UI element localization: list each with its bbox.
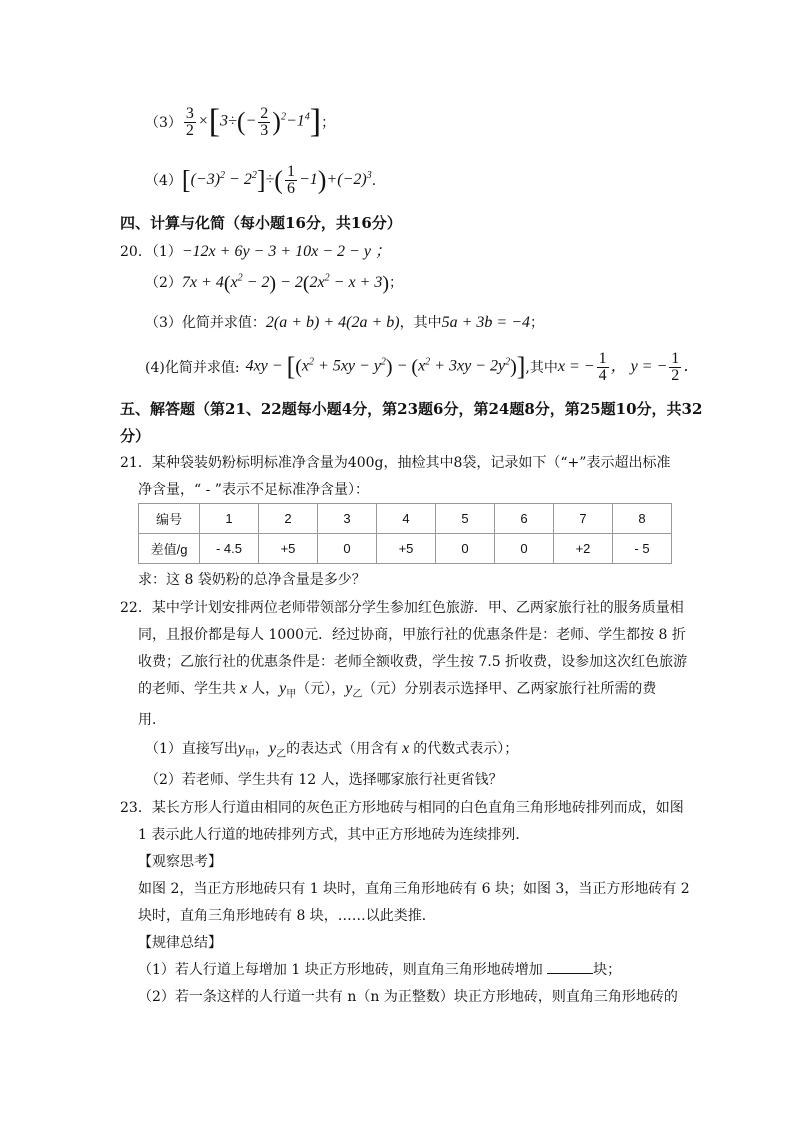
q20-part3-label: （3）化简并求值： xyxy=(145,315,266,331)
table-cell: 1 xyxy=(200,504,259,534)
q20-part3-condition: 5a + 3b = −4 xyxy=(441,314,531,331)
table-cell: 0 xyxy=(495,534,554,564)
table-cell: +5 xyxy=(377,534,436,564)
table-cell: 0 xyxy=(436,534,495,564)
q22-line4-text-a: 的老师、学生共 xyxy=(138,681,236,697)
table-header-cell: 编号 xyxy=(139,504,200,534)
q22-line3: 收费；乙旅行社的优惠条件是：老师全额收费，学生按 7.5 折收费，设参加这次红色旅游 xyxy=(138,654,688,670)
var-y-yi: $y_乙$ xyxy=(269,740,287,761)
table-row xyxy=(139,534,672,564)
var-x: x xyxy=(398,740,414,757)
q20-part3: （3）化简并求值：2(a + b) + 4(2a + b)，其中5a + 3b = −4； xyxy=(145,314,545,331)
table-cell: 5 xyxy=(436,504,495,534)
q20-part1 xyxy=(120,238,391,261)
q22-line4-text-b: 人， xyxy=(251,681,280,697)
q23-rule-heading: 【规律总结】 xyxy=(138,935,222,951)
q19-part3-expression: $\frac{3}{2}$ ×[3÷(− $\frac{2}{3}$ )$^2-1^4$] xyxy=(185,103,322,140)
q22-part2: （2）若老师、学生共有 12 人，选择哪家旅行社更省钱？ xyxy=(145,772,503,788)
var-y-jia: $y_甲$ xyxy=(279,680,297,701)
q20-part2: $(2)7x + 4(x^2 - 2) - 2(2x^2 - x + 3)$； xyxy=(145,272,404,295)
section4-title: 四、计算与化简（每小题16分，共16分） xyxy=(120,214,402,232)
q20-part1-label: （1） xyxy=(151,244,182,260)
q19-part4-expression: $[(-3)^2 - 2^2]\div$( $\frac{1}{6}$ $-1)+(-2)^3$ xyxy=(181,162,372,197)
q21-line1: 21．某种袋装奶粉标明标准净含量为400g，抽检其中8袋，记录如下（“+”表示超出标准 xyxy=(120,455,671,471)
table-cell: 2 xyxy=(259,504,318,534)
q19-part3-label: （3） xyxy=(145,115,182,131)
q19-part3 xyxy=(145,100,335,144)
q22-part1 xyxy=(145,738,518,760)
q22-line1: 22．某中学计划安排两位老师带领部分学生参加红色旅游．甲、乙两家旅行社的服务质量相 xyxy=(120,600,684,616)
q22-part1-text-c: 的表达式（用含有 xyxy=(286,741,399,757)
q22-part1-text-b: ， xyxy=(255,741,270,757)
q22-line4 xyxy=(138,678,656,700)
table-cell: 6 xyxy=(495,504,554,534)
q20-number: 20． xyxy=(120,244,152,260)
var-y-jia: $y_甲$ xyxy=(237,740,256,761)
table-cell: +2 xyxy=(554,534,613,564)
table-cell: 8 xyxy=(613,504,672,534)
table-cell: 3 xyxy=(318,504,377,534)
table-cell: 4 xyxy=(377,504,436,534)
q20-part1-expression: −12x + 6y − 3 + 10x − 2 − y ； xyxy=(181,243,391,260)
q20-part3-expression: 2(a + b) + 4(2a + b) xyxy=(265,314,400,331)
q22-line4-text-c: （元）， xyxy=(296,681,346,697)
q21-line2: 净含量，“ - ”表示不足标准净含量）： xyxy=(138,482,369,498)
q20-part4-condition-label: ,其中 xyxy=(525,360,558,376)
var-y-yi: $y_乙$ xyxy=(345,680,363,701)
q23-rule-part1 xyxy=(138,959,621,979)
q22-line4-text-d: （元）分别表示选择甲、乙两家旅行社所需的费 xyxy=(362,681,657,697)
var-x: x xyxy=(236,680,252,697)
q22-part1-text-a: （1）直接写出 xyxy=(145,741,238,757)
q19-part4-end: ． xyxy=(371,173,386,189)
q23-line2: 1 表示此人行道的地砖排列方式，其中正方形地砖为连续排列． xyxy=(138,827,530,843)
q20-part4-expression: $4xy - [(x^2 + 5xy - y^2) - (x^2 + 3xy - 2y^2)]$ xyxy=(245,352,526,381)
q20-part2-label: （2） xyxy=(145,275,182,291)
table-cell: 7 xyxy=(554,504,613,534)
q23-observe-line2: 块时，直角三角形地砖有 8 块，……以此类推． xyxy=(138,908,436,924)
table-row xyxy=(139,504,672,534)
q19-part4 xyxy=(145,160,386,200)
q22-line5: 用． xyxy=(138,712,166,728)
q23-observe-line1: 如图 2，当正方形地砖只有 1 块时，直角三角形地砖有 6 块；如图 3，当正方形地砖有 2 xyxy=(138,881,690,897)
q23-rule-part2: （2）若一条这样的人行道一共有 n（n 为正整数）块正方形地砖，则直角三角形地砖的 xyxy=(138,989,678,1005)
q20-part4-condition: x = − $\frac{1}{4}$ ， y = − $\frac{1}{2}$ ． xyxy=(557,349,700,384)
answer-blank[interactable] xyxy=(547,961,593,974)
q23-rule-part1-text: （1）若人行道上每增加 1 块正方形地砖，则直角三角形地砖增加 xyxy=(138,962,543,978)
q23-line1: 23．某长方形人行道由相同的灰色正方形地砖与相同的白色直角三角形地砖排列而成，如图 xyxy=(120,800,684,816)
table-cell: - 4.5 xyxy=(200,534,259,564)
table-cell: +5 xyxy=(259,534,318,564)
q20-part4-label: (4)化简并求值: xyxy=(145,360,240,376)
q21-question: 求：这 8 袋奶粉的总净含量是多少？ xyxy=(138,572,366,588)
table-cell: - 5 xyxy=(613,534,672,564)
q22-part1-text-d: 的代数式表示）； xyxy=(413,741,519,757)
q23-rule-part1-unit: 块； xyxy=(593,962,622,978)
table-cell: 0 xyxy=(318,534,377,564)
section5-title-line1: 五、解答题（第21、22题每小题4分，第23题6分，第24题8分，第25题10分，共32 xyxy=(120,400,703,418)
q23-observe-heading: 【观察思考】 xyxy=(138,854,222,870)
q21-table xyxy=(138,503,672,564)
q20-part3-condition-label: ，其中 xyxy=(399,315,442,331)
q20-part2-expression: $7x + 4(x^2 - 2) - 2(2x^2 - x + 3)$ xyxy=(181,272,390,295)
q20-part4 xyxy=(145,345,699,389)
q19-part4-label: （4） xyxy=(145,173,182,189)
table-header-cell: 差值/g xyxy=(139,534,200,564)
q19-part3-semicolon: ； xyxy=(321,115,336,131)
q22-line2: 同，且报价都是每人 1000元．经过协商，甲旅行社的优惠条件是：老师、学生都按 8 折 xyxy=(138,627,686,643)
section5-title-line2: 分） xyxy=(120,427,151,445)
